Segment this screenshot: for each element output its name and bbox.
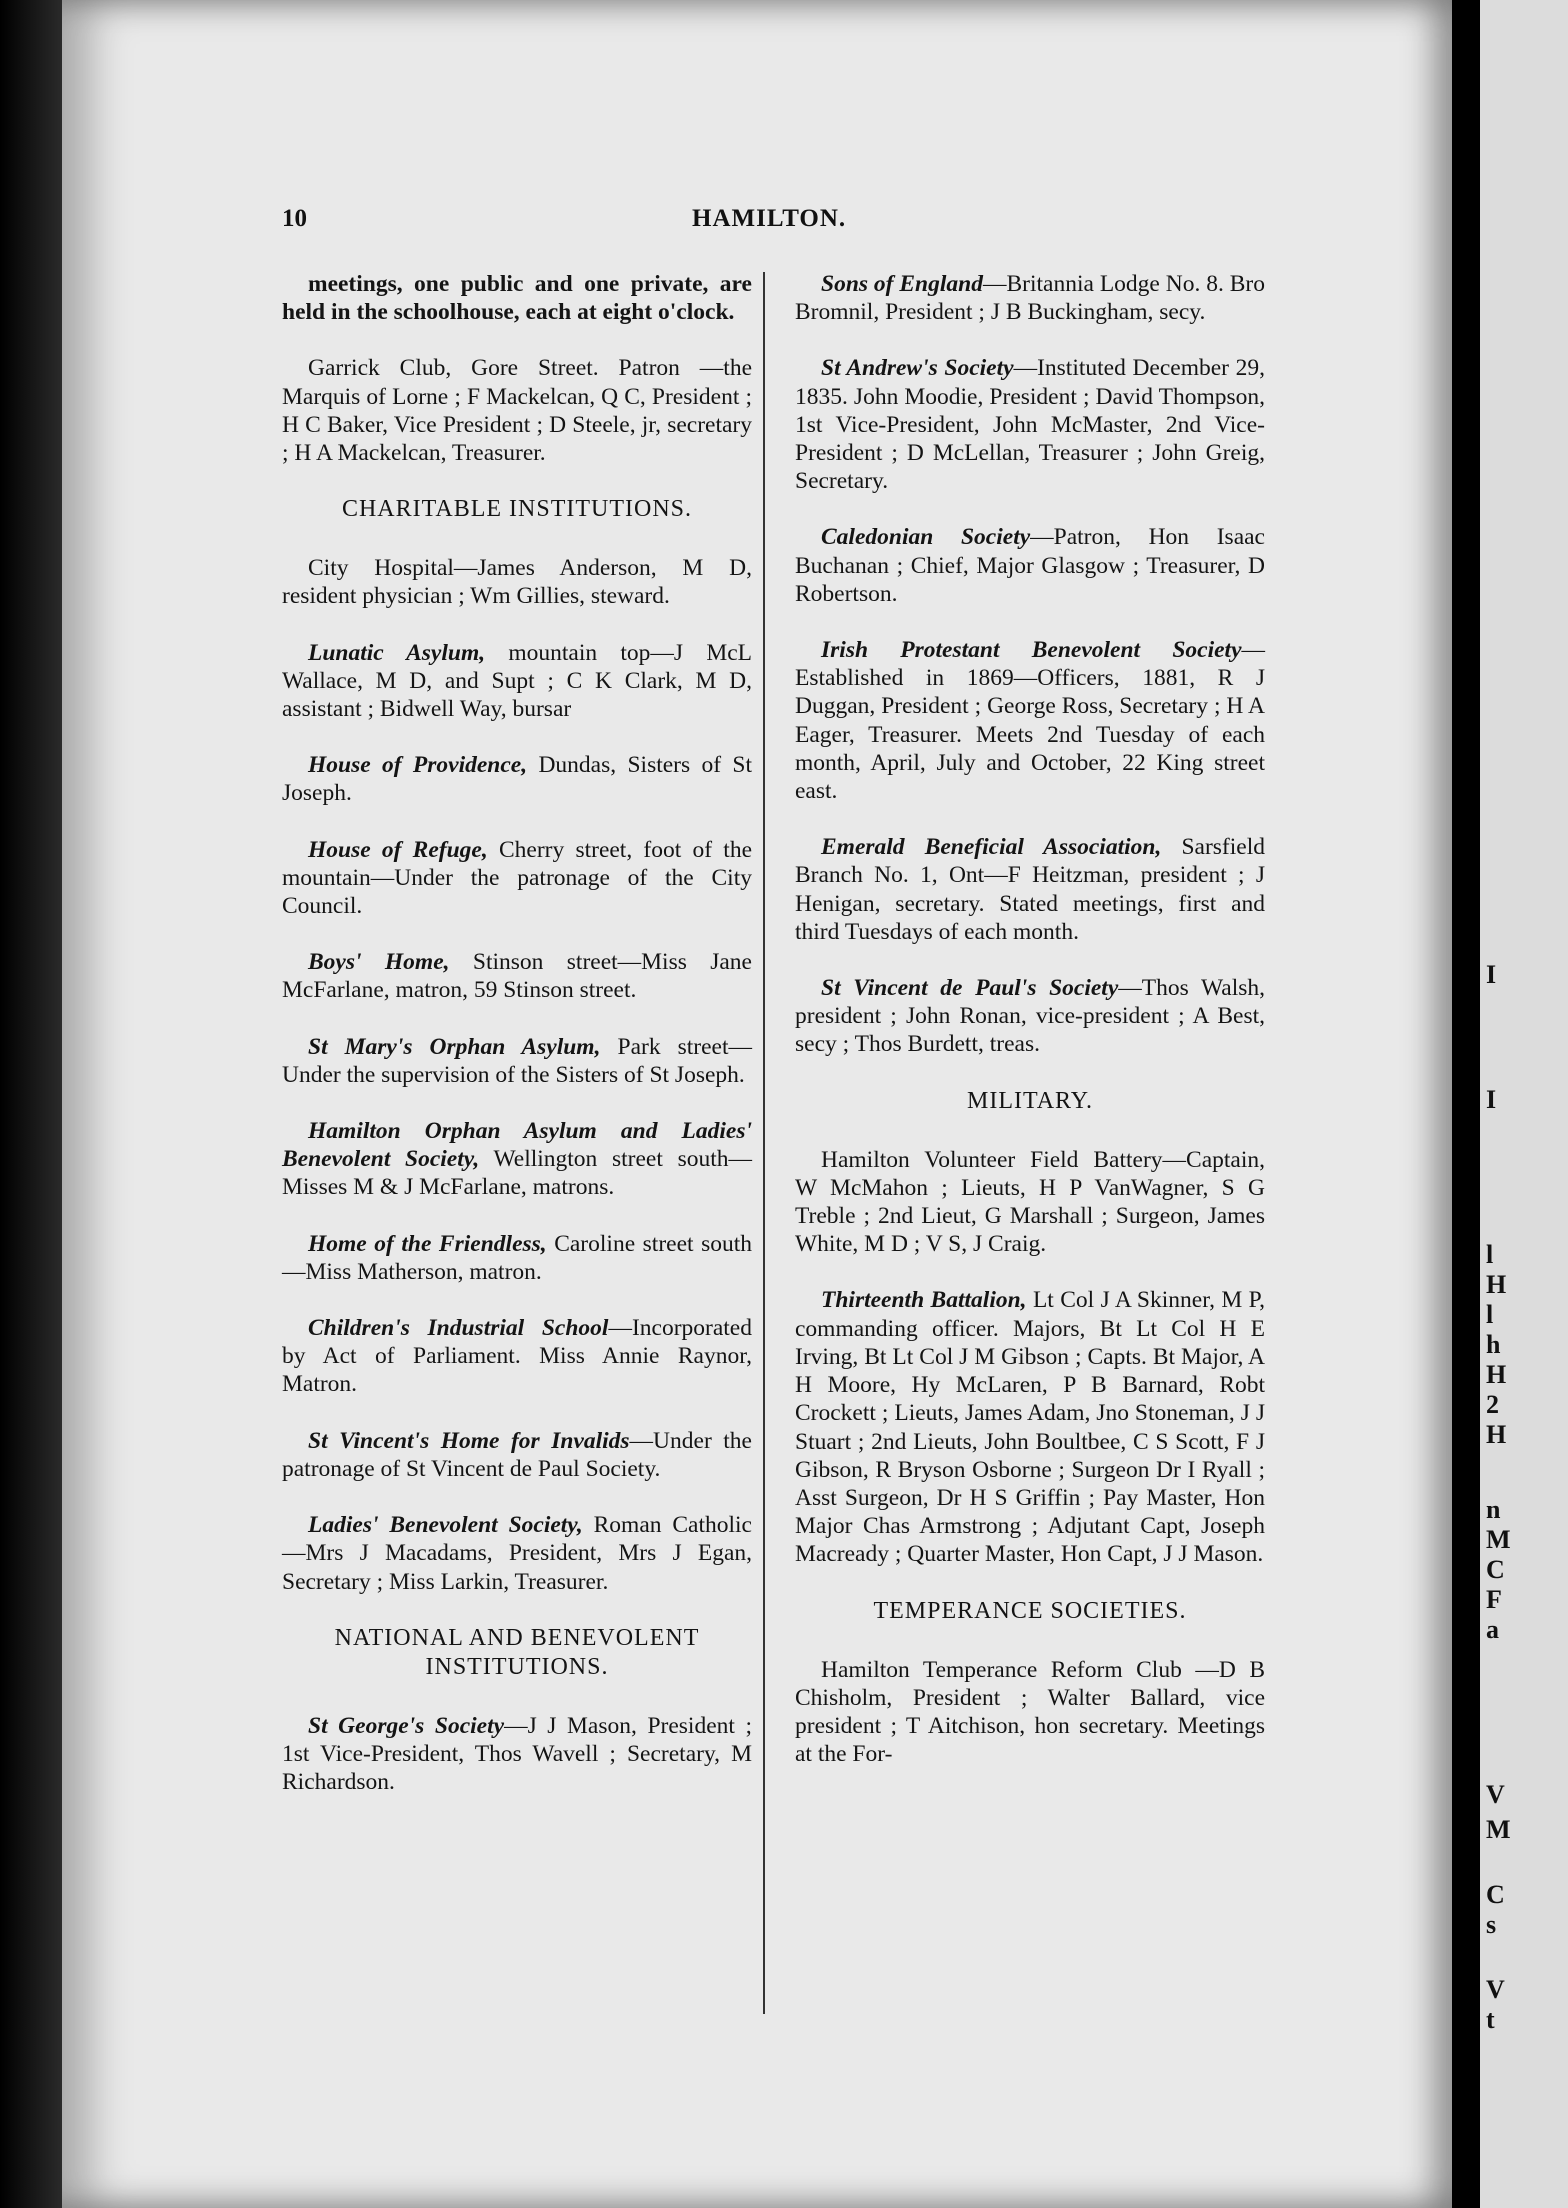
adjacent-page-letter: n xyxy=(1486,1495,1501,1524)
entry-name: House of Refuge, xyxy=(308,836,488,863)
directory-entry xyxy=(795,523,1265,608)
entry-name: Emerald Beneficial Association, xyxy=(821,834,1162,861)
entry-name: St Andrew's Society xyxy=(821,355,1014,382)
entry-text: —J J Mason, President ; 1st Vice-President, Thos Wavell ; Secretary, M Richardson. xyxy=(282,1712,753,1796)
directory-entry xyxy=(795,354,1265,495)
entry-text: Roman Catholic—Mrs J Macadams, President, Mrs J Egan, Secretary ; Miss Larkin, Treasurer. xyxy=(282,1512,752,1595)
left-column xyxy=(282,270,752,1824)
entry-text: —Instituted December 29, 1835. John Moodie, President ; David Thompson, 1st Vice-President, John McMaster, 2nd Vice-President ; D McLellan, Treasurer ; John Greig, Secretary. xyxy=(795,355,1265,495)
adjacent-page-letter: t xyxy=(1486,2005,1495,2034)
adjacent-page-letter: M xyxy=(1486,1815,1511,1844)
entry-name: Home of the Friendless, xyxy=(308,1230,547,1257)
directory-entry xyxy=(282,1314,752,1399)
adjacent-page-letter: H xyxy=(1486,1360,1507,1389)
adjacent-page-letter: V xyxy=(1486,1780,1505,1809)
directory-entry xyxy=(282,554,752,610)
entry-name: Lunatic Asylum, xyxy=(308,639,486,666)
directory-entry xyxy=(795,1656,1265,1769)
adjacent-page-letter: s xyxy=(1486,1910,1497,1939)
heading-military: MILITARY. xyxy=(967,1087,1093,1114)
directory-entry xyxy=(795,974,1265,1059)
directory-entry xyxy=(282,1712,752,1797)
adjacent-page-letter: M xyxy=(1486,1525,1511,1554)
directory-entry xyxy=(282,1427,752,1483)
adjacent-page-letter: l xyxy=(1486,1240,1494,1269)
entry-text: Lt Col J A Skinner, M P, commanding officer. Majors, Bt Lt Col H E Irving, Bt Lt Col J M Gibson ; Capts. Bt Major, A H Moore, Hy McLaren, P B Barnard, Robt Crockett ; Lieuts, James Adam, Jno Stoneman, J J Stuart ; 2nd Lieuts, John Boultbee, C S Scott, F J Gibson, R Bryson Osborne ; Surgeon Dr I Ryall ; Asst Surgeon, Dr H S Griffin ; Pay Master, Hon Major Chas Armstrong ; Adjutant Capt, Joseph Macready ; Quarter Master, Hon Capt, J J Mason. xyxy=(795,1287,1265,1568)
entry-text: —Under the patronage of St Vincent de Paul Society. xyxy=(282,1427,752,1482)
entry-name: St Vincent de Paul's Society xyxy=(821,975,1119,1002)
adjacent-page-letter: l xyxy=(1486,1300,1494,1329)
entry-name: Hamilton Orphan Asylum and Ladies' Benevolent Society, xyxy=(282,1118,752,1173)
entry-text: Stinson street—Miss Jane McFarlane, matron, 59 Stinson street. xyxy=(282,949,752,1004)
adjacent-page-letter: C xyxy=(1486,1555,1505,1584)
entry-text: Cherry street, foot of the mountain—Under the patronage of the City Council. xyxy=(282,836,752,920)
entry-text: City Hospital—James Anderson, M D, resident physician ; Wm Gillies, steward. xyxy=(282,555,752,610)
entry-text: —Patron, Hon Isaac Buchanan ; Chief, Major Glasgow ; Treasurer, D Robertson. xyxy=(795,524,1265,607)
scan-left-edge xyxy=(0,0,62,2208)
directory-entry xyxy=(282,270,752,326)
entry-text: Wellington street south—Misses M & J McFarlane, matrons. xyxy=(282,1146,752,1201)
book-gutter xyxy=(1452,0,1480,2208)
directory-entry xyxy=(795,1286,1265,1568)
heading-temperance-societies: TEMPERANCE SOCIETIES. xyxy=(873,1597,1187,1624)
directory-entry xyxy=(282,836,752,921)
entry-name: St Vincent's Home for Invalids xyxy=(308,1427,630,1454)
directory-entry xyxy=(795,636,1265,805)
entry-text: Sarsfield Branch No. 1, Ont—F Heitzman, president ; J Henigan, secretary. Stated meetings, first and third Tuesdays of each month. xyxy=(795,834,1265,945)
adjacent-page-fragment xyxy=(1480,0,1568,2208)
directory-entry xyxy=(282,1033,752,1089)
adjacent-page-letter: 2 xyxy=(1486,1390,1499,1419)
directory-entry xyxy=(282,751,752,807)
directory-entry xyxy=(795,1146,1265,1259)
directory-entry xyxy=(282,948,752,1004)
entry-name: Sons of England xyxy=(821,271,983,297)
column-divider xyxy=(763,272,765,2014)
adjacent-page-letter: I xyxy=(1486,1085,1497,1114)
entry-name: Caledonian Society xyxy=(821,524,1031,551)
entry-name: Children's Industrial School xyxy=(308,1315,609,1342)
entry-text: —Established in 1869—Officers, 1881, R J Duggan, President ; George Ross, Secretary ; H A Eager, Treasurer. Meets 2nd Tuesday of each month, April, July and October, 22 King street east. xyxy=(795,637,1265,805)
adjacent-page-letter: V xyxy=(1486,1975,1505,2004)
entry-text: —Thos Walsh, president ; John Ronan, vice-president ; A Best, secy ; Thos Burdett, treas. xyxy=(795,975,1265,1058)
entry-text: meetings, one public and one private, are held in the schoolhouse, each at eight o'clock. xyxy=(282,271,752,326)
directory-entry xyxy=(282,639,752,724)
heading-national-line-1: NATIONAL AND BENEVOLENT xyxy=(334,1624,700,1651)
entry-name: House of Providence, xyxy=(308,752,528,779)
adjacent-page-letter: h xyxy=(1486,1330,1501,1359)
entry-name: Thirteenth Battalion, xyxy=(821,1287,1027,1314)
entry-text: Hamilton Temperance Reform Club —D B Chisholm, President ; Walter Ballard, vice president ; T Aitchison, hon secretary. Meetings at the For- xyxy=(795,1656,1265,1768)
directory-entry xyxy=(282,354,752,467)
entry-name: St George's Society xyxy=(308,1712,505,1739)
entry-name: Ladies' Benevolent Society, xyxy=(308,1512,583,1539)
entry-text: Dundas, Sisters of St Joseph. xyxy=(282,752,752,807)
adjacent-page-letter: H xyxy=(1486,1420,1507,1449)
heading-national-benevolent xyxy=(282,1624,752,1682)
directory-entry xyxy=(282,1117,752,1202)
entry-text: —Incorporated by Act of Parliament. Miss Annie Raynor, Matron. xyxy=(282,1315,752,1398)
heading-national-line-2: INSTITUTIONS. xyxy=(425,1653,609,1680)
adjacent-page-letter: C xyxy=(1486,1880,1505,1909)
right-column xyxy=(795,270,1265,1796)
entry-text: Caroline street south—Miss Matherson, matron. xyxy=(282,1230,752,1285)
entry-text: Park street—Under the supervision of the Sisters of St Joseph. xyxy=(282,1033,752,1088)
directory-entry xyxy=(282,1230,752,1286)
entry-text: mountain top—J McL Wallace, M D, and Supt ; C K Clark, M D, assistant ; Bidwell Way, bursar xyxy=(282,639,752,723)
adjacent-page-letter: H xyxy=(1486,1270,1507,1299)
directory-entry xyxy=(795,270,1265,326)
entry-text: Garrick Club, Gore Street. Patron —the Marquis of Lorne ; F Mackelcan, Q C, President ; H C Baker, Vice President ; D Steele, jr, secretary ; H A Mackelcan, Treasurer. xyxy=(282,355,752,467)
entry-name: Irish Protestant Benevolent Society xyxy=(821,637,1242,664)
directory-entry xyxy=(282,1511,752,1596)
page-header xyxy=(222,205,1272,245)
adjacent-page-letter: I xyxy=(1486,960,1497,989)
entry-name: St Mary's Orphan Asylum, xyxy=(308,1033,601,1060)
entry-text: —Britannia Lodge No. 8. Bro Bromnil, President ; J B Buckingham, secy. xyxy=(795,271,1265,326)
entry-name: Boys' Home, xyxy=(308,949,450,976)
adjacent-page-letter: F xyxy=(1486,1585,1502,1614)
page-number: 10 xyxy=(282,205,307,232)
entry-text: Hamilton Volunteer Field Battery—Captain, W McMahon ; Lieuts, H P VanWagner, S G Treble ; 2nd Lieut, G Marshall ; Surgeon, James White, M D ; V S, J Craig. xyxy=(795,1146,1265,1258)
adjacent-page-letter: a xyxy=(1486,1615,1499,1644)
running-title: HAMILTON. xyxy=(692,205,847,232)
heading-charitable-institutions: CHARITABLE INSTITUTIONS. xyxy=(341,496,693,523)
directory-entry xyxy=(795,833,1265,946)
